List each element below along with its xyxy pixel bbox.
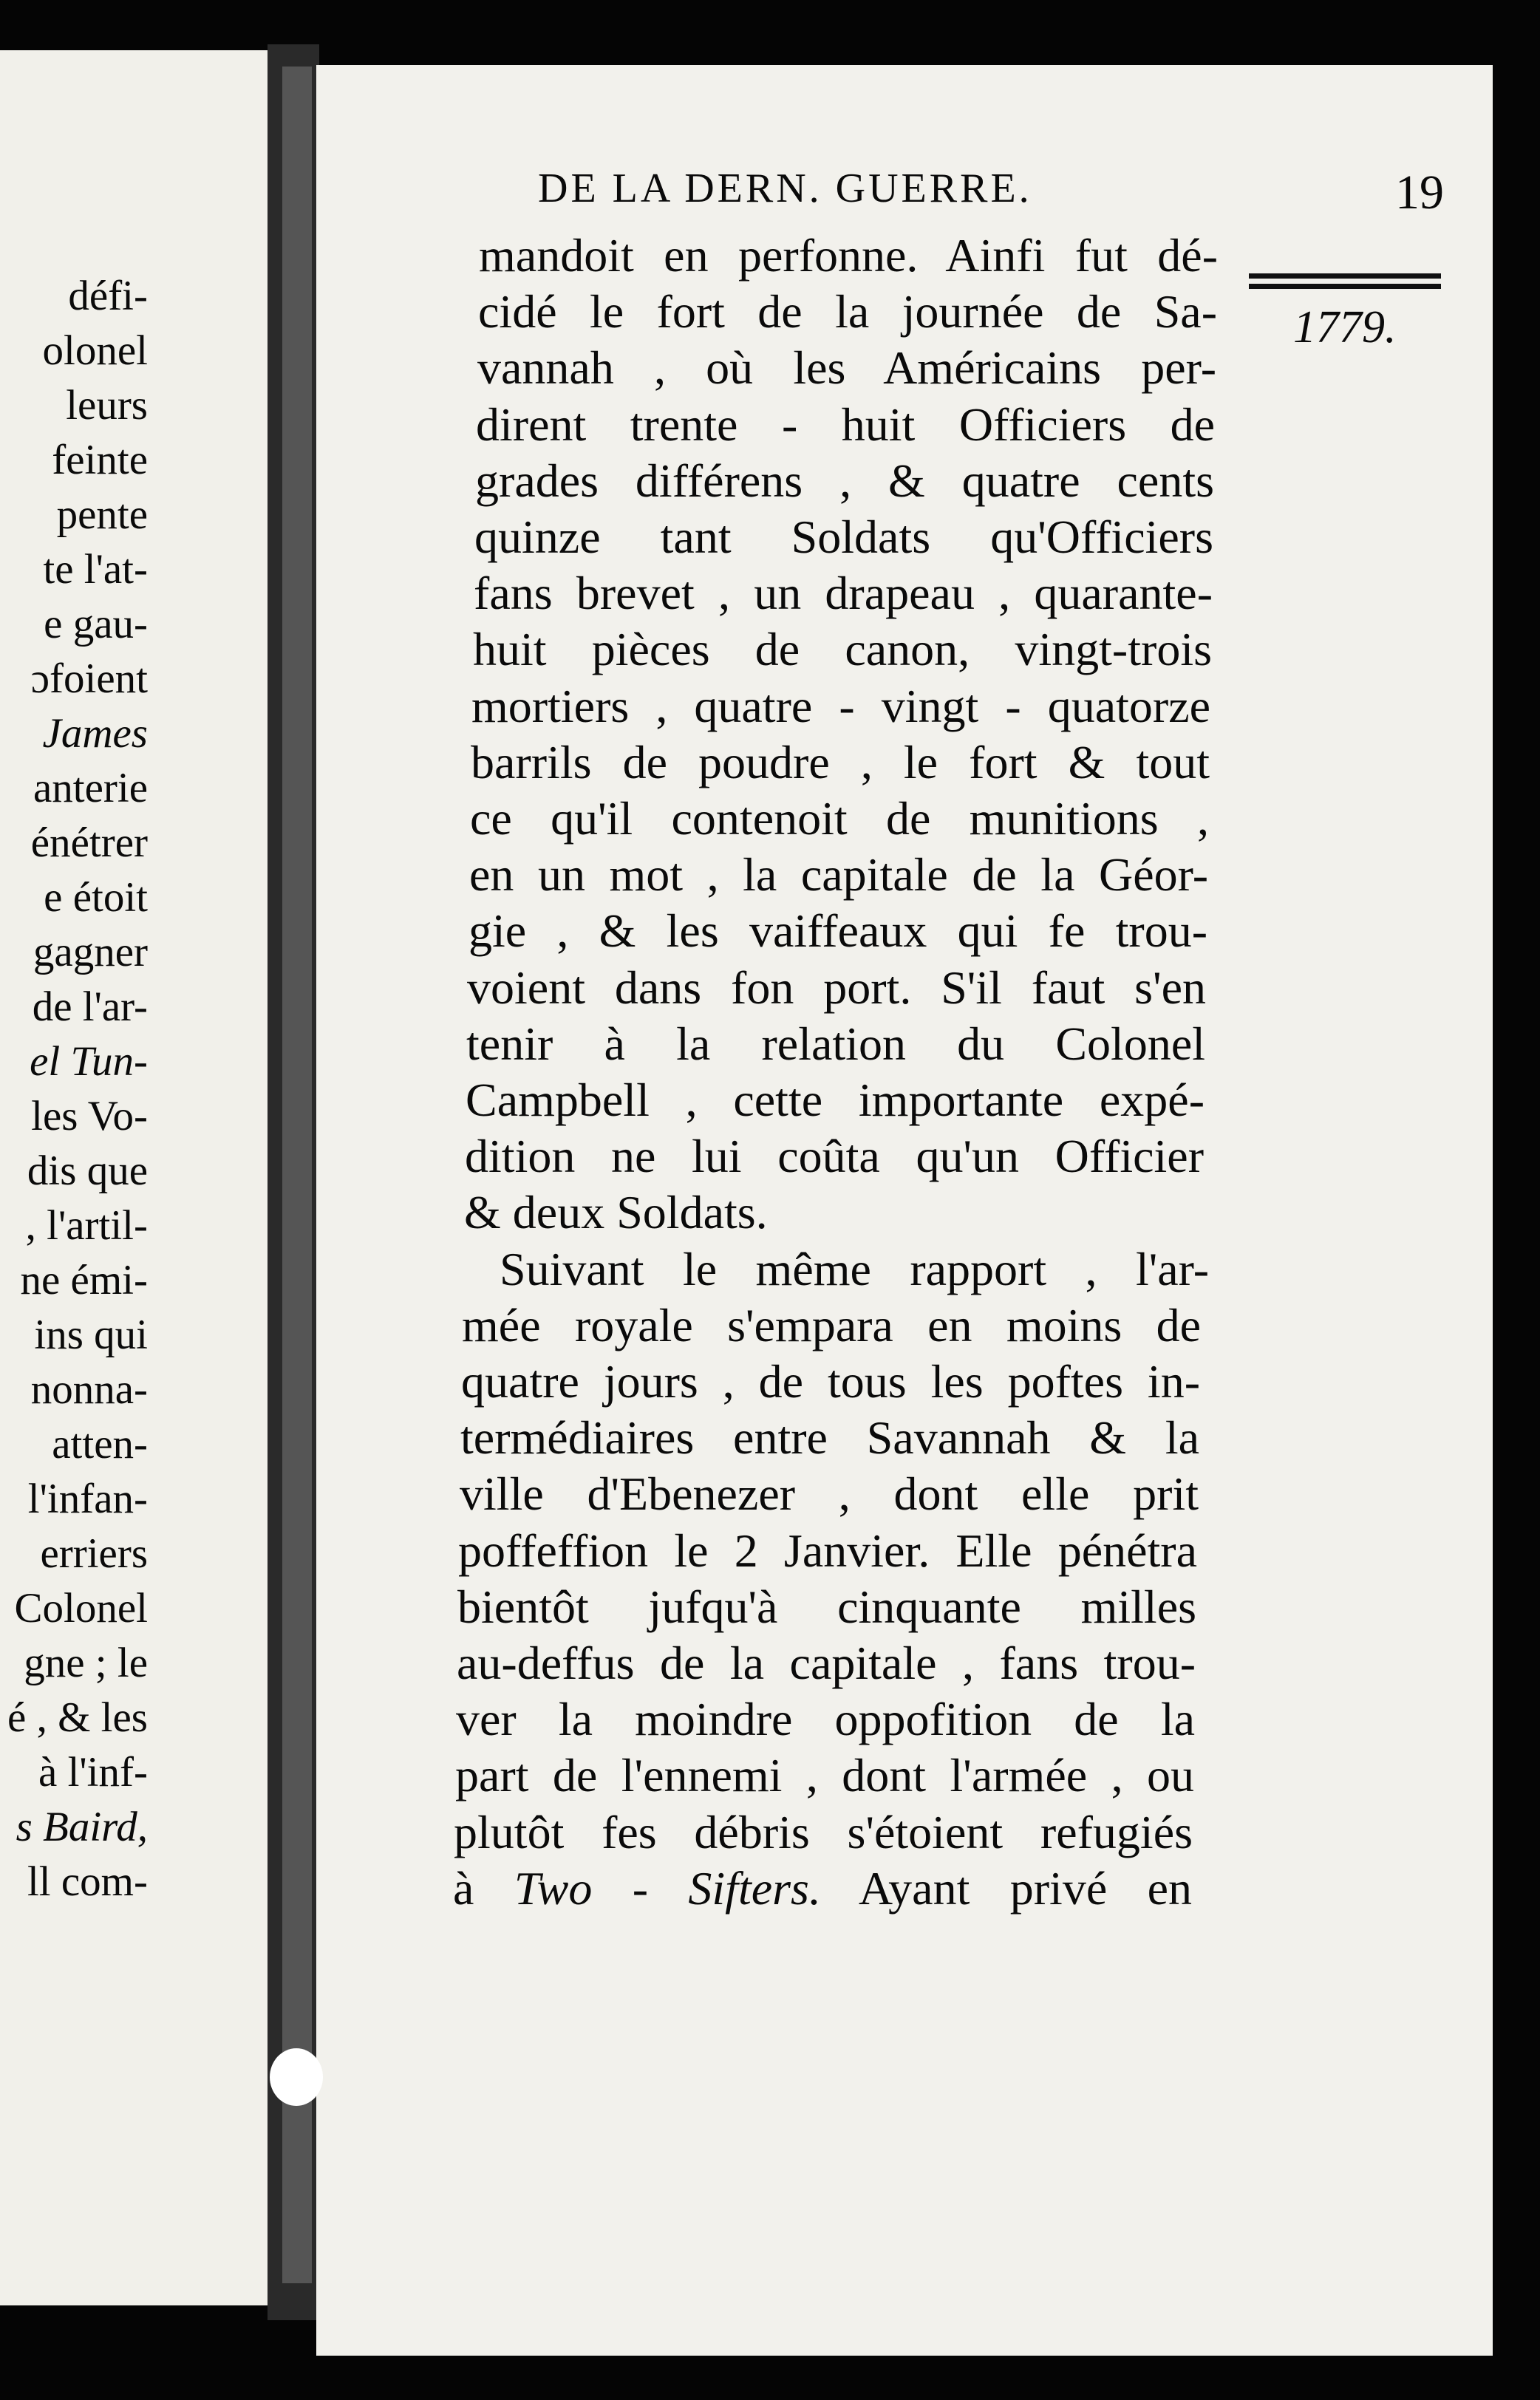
left-page: [0, 50, 268, 2305]
text-line: voient dans fon port. S'il faut s'en: [467, 961, 1206, 1014]
text-line-last: [453, 1861, 1192, 1917]
right-page: [316, 65, 1493, 2356]
place-name: Two - Sifters.: [514, 1862, 821, 1915]
left-text-line: défi-: [68, 273, 148, 319]
left-text-line: énétrer: [30, 819, 148, 866]
left-text-line: ne émi-: [20, 1257, 148, 1303]
margin-rule: [1249, 273, 1441, 294]
left-text-line: gagner: [33, 929, 148, 975]
text-line: Suivant le même rapport , l'ar-: [500, 1243, 1209, 1295]
text-line: au-deffus de la capitale , fans trou-: [457, 1637, 1196, 1689]
text-line: mortiers , quatre - vingt - quatorze: [471, 680, 1210, 732]
text-line: mandoit en perfonne. Ainfi fut dé-: [479, 229, 1218, 282]
text-line: plutôt fes débris s'étoient refugiés: [454, 1806, 1193, 1858]
left-text-line: te l'at-: [43, 546, 148, 593]
left-text-line: ɔfoient: [30, 655, 148, 702]
running-head-title: DE LA DERN. GUERRE.: [538, 166, 1032, 211]
left-text-line: les Vo-: [31, 1093, 148, 1139]
text-line: gie , & les vaiffeaux qui fe trou-: [469, 904, 1207, 957]
text-line: bientôt jufqu'à cinquante milles: [457, 1581, 1196, 1633]
text-line: dition ne lui coûta qu'un Officier: [465, 1130, 1204, 1182]
page-number: 19: [1395, 166, 1444, 219]
left-text-line: el Tun-: [30, 1038, 148, 1085]
left-text-line: e étoit: [44, 874, 148, 921]
left-text-line: dis que: [27, 1148, 148, 1194]
last-line-prefix: à: [453, 1862, 514, 1915]
left-text-line: à l'inf-: [38, 1749, 148, 1796]
left-text-line: anterie: [33, 765, 148, 811]
text-line: mée royale s'empara en moins de: [462, 1299, 1201, 1351]
margin-year: 1779.: [1293, 302, 1397, 352]
left-text-line: erriers: [40, 1530, 148, 1577]
text-line: tenir à la relation du Colonel: [466, 1017, 1205, 1070]
text-line: dirent trente - huit Officiers de: [476, 398, 1215, 451]
left-text-line: nonna-: [30, 1366, 148, 1413]
left-text-line: feinte: [52, 437, 148, 483]
text-line: termédiaires entre Savannah & la: [460, 1411, 1199, 1464]
gutter-shadow: [282, 67, 312, 2283]
left-text-line: ins qui: [34, 1312, 148, 1358]
left-text-line: ll com-: [27, 1858, 148, 1905]
last-line-suffix: Ayant privé en: [820, 1862, 1193, 1915]
left-text-line: gne ; le: [24, 1640, 148, 1686]
text-line: fans brevet , un drapeau , quarante-: [474, 567, 1213, 619]
text-line: ver la moindre oppofition de la: [456, 1693, 1195, 1745]
text-line: quinze tant Soldats qu'Officiers: [474, 511, 1213, 563]
left-text-line: e gau-: [44, 601, 148, 647]
text-line: ce qu'il contenoit de munitions ,: [470, 792, 1209, 845]
text-line: vannah , où les Américains per-: [477, 341, 1216, 394]
left-text-line: atten-: [52, 1421, 148, 1467]
text-line: Campbell , cette importante expé-: [466, 1074, 1205, 1126]
left-text-line: é , & les: [7, 1694, 148, 1741]
text-line: part de l'ennemi , dont l'armée , ou: [455, 1749, 1194, 1801]
left-text-line: , l'artil-: [25, 1202, 148, 1249]
text-line: ville d'Ebenezer , dont elle prit: [460, 1467, 1199, 1520]
running-header: [538, 165, 1540, 224]
left-text-line: s Baird,: [16, 1804, 148, 1850]
text-line: cidé le fort de la journée de Sa-: [478, 285, 1217, 338]
paper-hole: [270, 2048, 323, 2106]
text-line: & deux Soldats.: [464, 1186, 768, 1238]
left-text-line: pente: [56, 491, 148, 538]
left-text-line: de l'ar-: [32, 983, 148, 1030]
text-line: grades différens , & quatre cents: [475, 454, 1214, 507]
text-line: barrils de poudre , le fort & tout: [471, 736, 1210, 788]
text-line: huit pièces de canon, vingt-trois: [473, 623, 1212, 675]
text-line: quatre jours , de tous les poftes in-: [461, 1355, 1200, 1408]
left-text-line: James: [42, 710, 148, 757]
left-text-line: leurs: [66, 382, 148, 429]
left-text-line: l'infan-: [27, 1476, 148, 1522]
left-text-line: olonel: [42, 327, 148, 374]
text-line: poffeffion le 2 Janvier. Elle pénétra: [458, 1524, 1197, 1577]
text-line: en un mot , la capitale de la Géor-: [469, 848, 1208, 901]
left-text-line: Colonel: [14, 1585, 148, 1632]
